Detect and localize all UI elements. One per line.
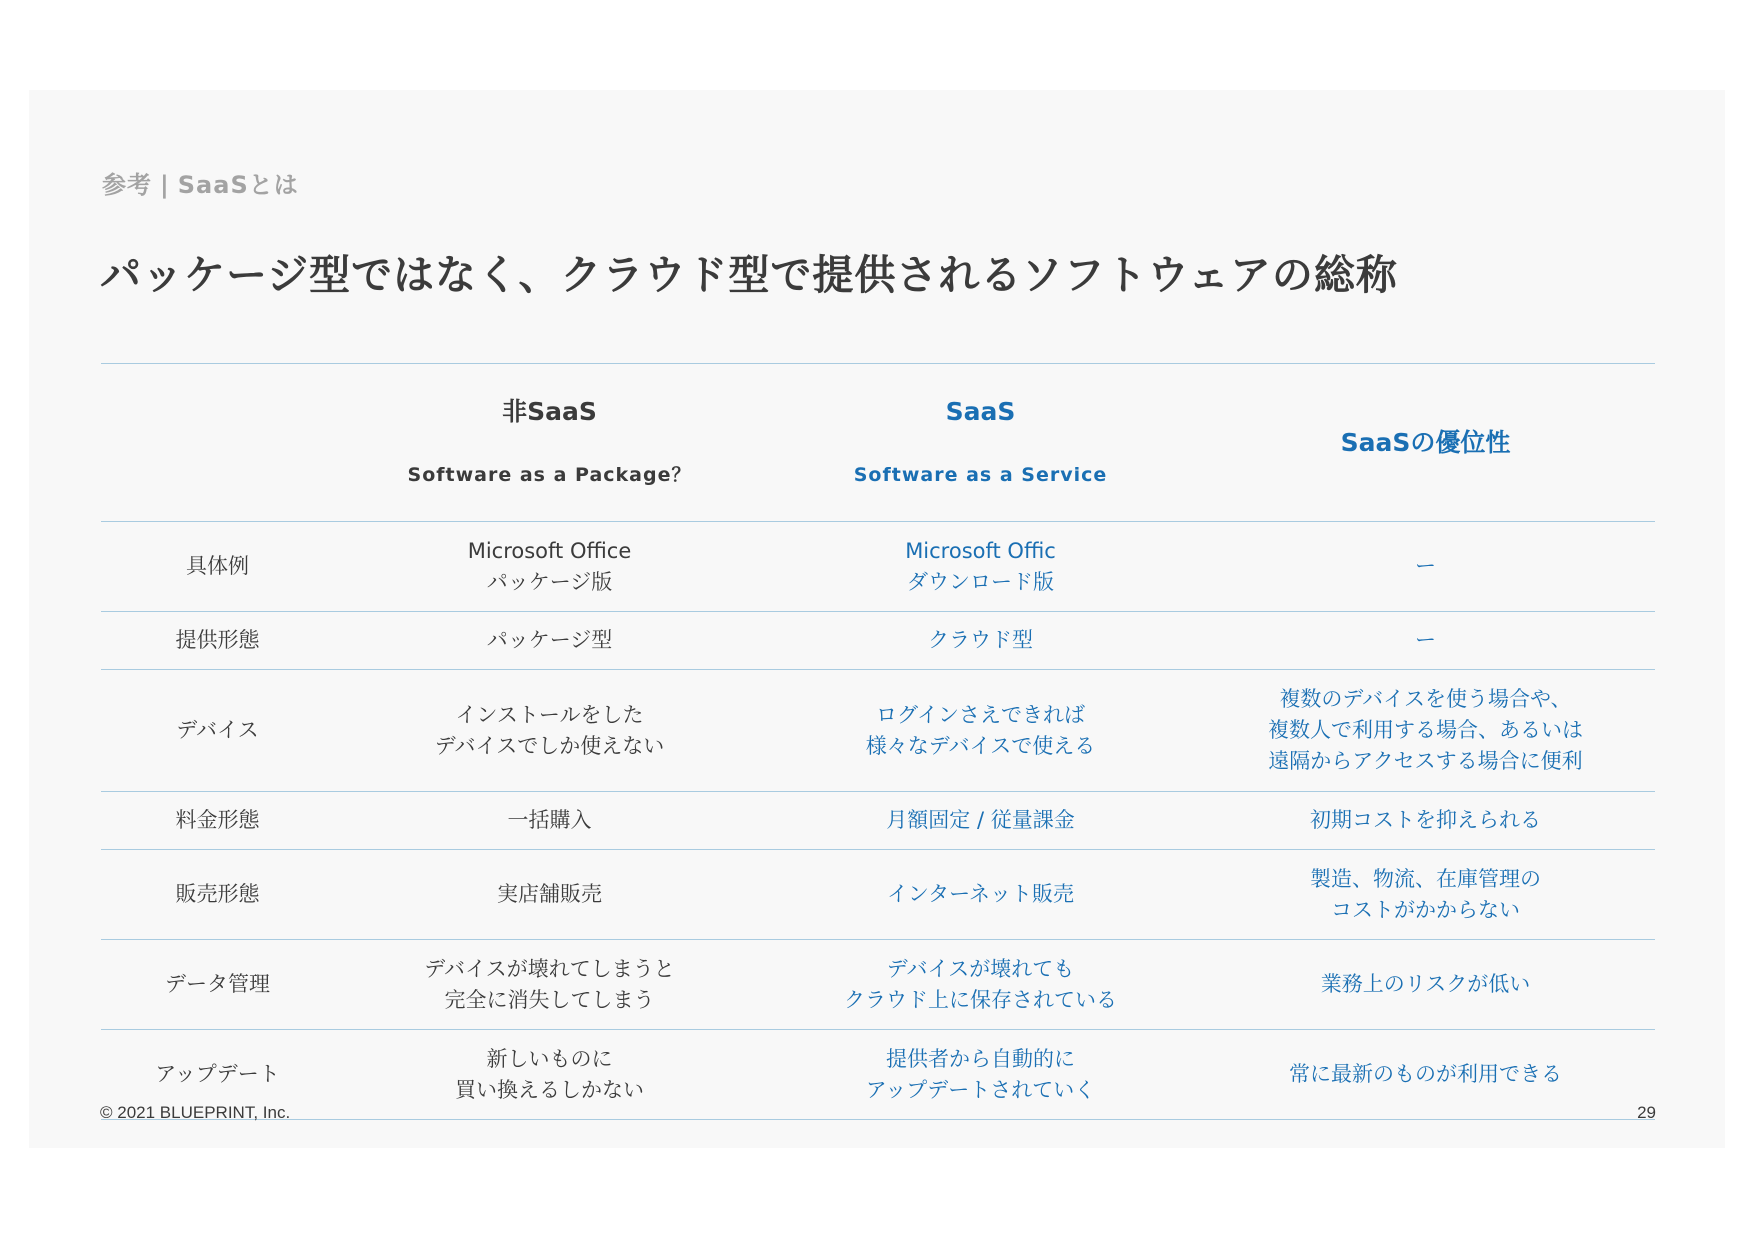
- advantage-cell: 製造、物流、在庫管理の コストがかからない: [1196, 850, 1655, 940]
- header-advantage: [1196, 364, 1655, 522]
- saas-cell: ログインさえできれば 様々なデバイスで使える: [765, 670, 1196, 792]
- table-row-sales: [101, 850, 1655, 940]
- header-empty-cell: [101, 364, 334, 522]
- advantage-cell: ー: [1196, 522, 1655, 612]
- table-row-delivery: [101, 612, 1655, 670]
- saas-cell: クラウド型: [765, 612, 1196, 670]
- advantage-cell: 業務上のリスクが低い: [1196, 940, 1655, 1030]
- header-non-saas: [334, 364, 765, 522]
- saas-cell: 月額固定 / 従量課金: [765, 792, 1196, 850]
- table-row-pricing: [101, 792, 1655, 850]
- table-row-device: [101, 670, 1655, 792]
- non-saas-cell: Microsoft Office パッケージ版: [334, 522, 765, 612]
- table-row-example: [101, 522, 1655, 612]
- breadcrumb-section: 参考: [102, 171, 152, 199]
- row-label: 販売形態: [101, 850, 334, 940]
- non-saas-cell: インストールをした デバイスでしか使えない: [334, 670, 765, 792]
- non-saas-cell: デバイスが壊れてしまうと 完全に消失してしまう: [334, 940, 765, 1030]
- advantage-cell: 常に最新のものが利用できる: [1196, 1030, 1655, 1120]
- saas-cell: 提供者から自動的に アップデートされていく: [765, 1030, 1196, 1120]
- advantage-cell: 複数のデバイスを使う場合や、 複数人で利用する場合、あるいは 遠隔からアクセスする場合に便利: [1196, 670, 1655, 792]
- table-row-update: [101, 1030, 1655, 1120]
- slide: [29, 90, 1725, 1148]
- header-saas-subtitle: Software as a Service: [853, 464, 1108, 486]
- advantage-cell: 初期コストを抑えられる: [1196, 792, 1655, 850]
- header-saas: [765, 364, 1196, 522]
- advantage-cell: ー: [1196, 612, 1655, 670]
- table-row-data-management: [101, 940, 1655, 1030]
- non-saas-cell: 新しいものに 買い換えるしかない: [334, 1030, 765, 1120]
- breadcrumb-separator: |: [160, 171, 170, 199]
- non-saas-cell: 実店舗販売: [334, 850, 765, 940]
- breadcrumb: [102, 165, 299, 200]
- header-advantage-title: SaaSの優位性: [1340, 427, 1511, 457]
- row-label: アップデート: [101, 1030, 334, 1120]
- saas-cell: インターネット販売: [765, 850, 1196, 940]
- row-label: 具体例: [101, 522, 334, 612]
- footer-copyright: © 2021 BLUEPRINT, Inc.: [100, 1103, 291, 1122]
- row-label: 提供形態: [101, 612, 334, 670]
- non-saas-cell: パッケージ型: [334, 612, 765, 670]
- header-non-saas-title: 非SaaS: [502, 397, 597, 426]
- saas-cell: デバイスが壊れても クラウド上に保存されている: [765, 940, 1196, 1030]
- non-saas-cell: 一括購入: [334, 792, 765, 850]
- page-title: パッケージ型ではなく、クラウド型で提供されるソフトウェアの総称: [100, 251, 1398, 299]
- row-label: データ管理: [101, 940, 334, 1030]
- row-label: デバイス: [101, 670, 334, 792]
- breadcrumb-topic: SaaSとは: [177, 171, 299, 199]
- comparison-table-wrapper: [101, 363, 1655, 1120]
- saas-cell: Microsoft Offic ダウンロード版: [765, 522, 1196, 612]
- header-saas-title: SaaS: [945, 397, 1016, 426]
- page-number: 29: [1637, 1103, 1656, 1122]
- table-header-row: [101, 364, 1655, 522]
- comparison-table: [101, 363, 1655, 1120]
- header-non-saas-subtitle: Software as a Package？: [407, 464, 692, 486]
- row-label: 料金形態: [101, 792, 334, 850]
